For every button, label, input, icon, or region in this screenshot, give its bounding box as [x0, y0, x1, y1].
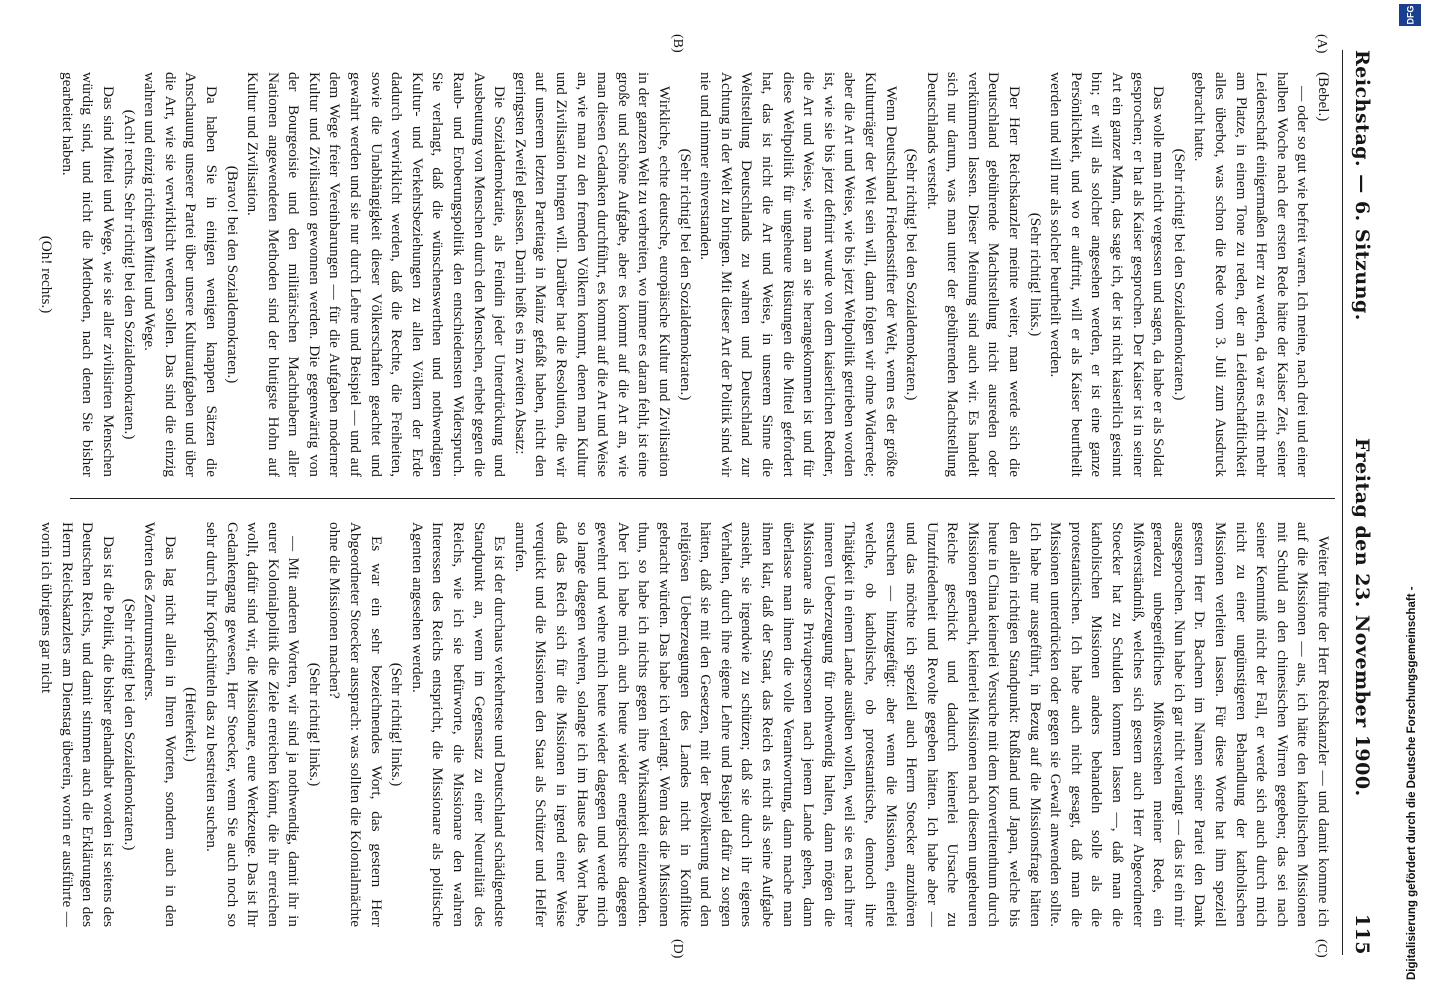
left-interjection: (Sehr richtig! bei den Sozialdemokraten.)	[903, 148, 921, 401]
left-paragraph: Da haben Sie in einigen wenigen knappen Sätzen die Anschauung unserer Partei über unsere Kulturaufgaben und über die Art, wie sie verwirklicht werden sollen. Das sind die einzig wahren und einzig richtigen Mittel und Wege.	[141, 72, 220, 477]
margin-mark-c: (C)	[1314, 939, 1329, 958]
right-interjection: (Heiterkeit.)	[182, 687, 200, 762]
right-paragraph: Das lag nicht allein in Ihren Worten, sondern auch in den Worten des Zentrumsredners.	[141, 522, 179, 927]
right-interjection: (Sehr richtig! bei den Sozialdemokraten.)	[120, 598, 138, 851]
margin-mark-d: (D)	[670, 939, 685, 959]
left-interjection: (Bravo! bei den Sozialdemokraten.)	[223, 165, 241, 384]
left-paragraph: Wirkliche, echte deutsche, europäische Kultur und Zivilisation in der ganzen Welt zu verbreiten, wo immer es daran fehlt, ist eine große und schöne Aufgabe, aber es kommt auf die Art an, wie man diesen Gedanken durchführt, es kommt auf die Art und Weise an, wie man zu den fremden Völkern kommt, denen man Kultur und Zivilisation bringen will. Darüber hat die Resolution, die wir auf unserem letzten Parteitage in Mainz gefaßt haben, nicht den geringsten Zweifel gelassen. Darin heißt es im zweiten Absatz:	[511, 72, 673, 477]
left-paragraph: Wenn Deutschland Friedensstifter der Welt, wenn es der größte Kulturträger der Welt sein will, dann folgen wir ohne Widerrede; aber die Art und Weise, wie bis jetzt Weltpolitik getrieben worden ist, wie sie bis jetzt definirt wurde von dem kaiserlichen Redner, die Art und Weise, wie man an sie herangekommen ist und für diese Weltpolitik für ungeheure Rüstungen die Mittel gefordert hat, das ist nicht die Art und Weise, in unserem Sinne die Weltstellung Deutschlands zu wahren und Deutschland zur Achtung in der Welt zu bringen. Mit dieser Art der Politik sind wir nie und nimmer einverstanden.	[697, 72, 900, 477]
left-paragraph: — oder so gut wie befreit waren. Ich meine, nach drei und einer halben Woche nach der ersten Rede hätte der Kaiser Zeit, seiner Leidenschaft einigermaßen Herr zu werden, da war es nicht mehr am Platze, in einem Tone zu reden, der an Leidenschaftlichkeit alles überbot, was schon die Rede vom 3. Juli zum Ausdruck gebracht hatte.	[1191, 72, 1312, 477]
left-interjection: (Sehr richtig! bei den Sozialdemokraten.)	[676, 148, 694, 401]
header-left: Reichstag. — 6. Sitzung.	[1351, 50, 1373, 321]
column-divider	[70, 498, 1335, 499]
credit-text: Digitalisierung gefördert durch die Deutsche Forschungsgemeinschaft -	[1406, 586, 1418, 980]
left-paragraph: Das wolle man nicht vergessen und sagen, da habe er als Soldat gesprochen; er hat als Kaiser gesprochen. Der Kaiser ist in seiner Art ein ganzer Mann, das sage ich, der ist nicht kaiserlich gesinnt bin; er will als solcher angesehen werden, er ist eine ganze Persönlichkeit, und wo er auftritt, will er als Kaiser beurtheilt werden und will nur als solcher beurtheilt werden.	[1047, 72, 1168, 477]
right-paragraph: — Mit anderen Worten, wir sind ja nothwendig, damit ihr in eurer Kolonialpolitik die Ziele erreichen könnt, die ihr erreichen wollt, dafür sind wir, die Missionare, eure Werkzeuge. Das ist Ihr Gedankengang gewesen, Herr Stoecker, wenn Sie auch noch so sehr durch Ihr Kopfschütteln das zu bestreiten suchen.	[202, 522, 303, 927]
running-header	[1345, 50, 1379, 955]
left-column	[38, 72, 1333, 477]
left-paragraph: Die Sozialdemokratie, als Feindin jeder Unterdrückung und Ausbeutung von Menschen durch den Menschen, erhebt gegen die Raub- und Eroberungspolitik den entschiedensten Widerspruch. Sie verlangt, daß die wünschenswerthen und nothwendigen Kultur- und Verkehrsbeziehungen zu allen Völkern der Erde dadurch verwirklicht werden, daß die Rechte, die Freiheiten, sowie die Unabhängigkeit dieser Völkerschaften geachtet und gewahrt werden und sie nur durch Lehre und Beispiel — und auf dem Wege freier Vereinbarungen — für die Aufgaben moderner Kultur und Zivilisation gewonnen werden. Die gegenwärtig von der Bourgeoisie und den militärischen Machthabern aller Nationen angewendeten Methoden sind der blutigste Hohn auf Kultur und Zivilisation.	[244, 72, 509, 477]
document-scan	[40, 30, 1385, 975]
left-interjection: (Sehr richtig! bei den Sozialdemokraten.)	[1170, 148, 1188, 401]
left-speaker-label: (Bebel.)	[1315, 72, 1332, 122]
margin-mark-a: (A)	[1314, 34, 1329, 54]
left-paragraph: Das sind Mittel und Wege, wie sie aller zivilisirten Menschen würdig sind, und nicht die Methoden, nach denen Sie bisher gearbeitet haben.	[58, 72, 117, 477]
right-paragraph: Es ist der durchaus verkehrteste und Deutschland schädigendste Standpunkt an, wenn im Gegensatz zu einer Neutralität des Reichs, wie ich sie befürworte, die Missionare den wahren Interessen des Reichs entspricht, die Missionare als politische Agenten angesehen werden.	[408, 522, 509, 927]
right-paragraph: Es war ein sehr bezeichnendes Wort, das gestern Herr Abgeordneter Stoecker aussprach: was sollten die Kolonialmächte ohne die Missionen machen?	[326, 522, 385, 927]
right-paragraph: Das ist die Politik, die bisher gehandhabt worden ist seitens des Deutschen Reichs, und damit stimmen auch die Erklärungen des Herrn Reichskanzlers am Dienstag überein, worin er ausführte — worin ich übrigens gar nicht	[38, 522, 117, 927]
header-rule	[1342, 50, 1343, 955]
left-interjection: (Sehr richtig! links.)	[1026, 212, 1044, 337]
header-date: Freitag den 23. November 1900.	[1351, 438, 1373, 797]
page-number: 115	[1351, 913, 1373, 955]
left-interjection: (Oh! rechts.)	[38, 235, 56, 314]
right-interjection: (Sehr richtig! links.)	[388, 662, 406, 787]
right-paragraph: Weiter führte der Herr Reichskanzler — und damit komme ich auf die Missionen — aus, ich hätte den katholischen Missionen mit Schuld an den chinesischen Wirren gegeben; das sei nach seiner Kenntniß nicht der Fall, er werde sich auch durch mich nicht zu einer ungünstigeren Behandlung der katholischen Missionen verleiten lassen. Für diese Worte hat ihm speziell gestern Herr Dr. Bachem im Namen seiner Partei den Dank ausgesprochen. Nun habe ich gar nicht verlangt — das ist ein mir geradezu unbegreifliches Mißverstehen meiner Rede, ein Mißverständniß, welches sich gestern auch Herr Abgeordneter Stoecker hat zu Schulden kommen lassen —, daß man die katholischen Missionen anders behandeln solle als die protestantischen. Ich habe auch nicht gesagt, daß man die Missionen unterdrücken oder gegen sie Gewalt anwenden sollte. Ich habe nur ausgeführt, in Bezug auf die Missionsfrage hätten den allein richtigen Standpunkt: Rußland und Japan, welche bis heute in China keinerlei Versuche mit dem Konvertitenthum durch Missionen gemacht, keinerlei Missionen nach diesem ungeheuren Reiche geschickt und dadurch keinerlei Ursache zu Unzufriedenheit und Revolte gegeben hätten. Ich habe aber — und das möchte ich speziell auch Herrn Stoecker anzuhören ersuchen — hinzugefügt: aber wenn die Missionen, einerlei welche, ob katholische, ob protestantische, dennoch ihre Thätigkeit in einem Lande ausüben wollen, weil sie es nach ihrer inneren Ueberzeugung für nothwendig halten, dann mögen die Missionare als Privatpersonen nach jenem Lande gehen, dann überlasse man ihnen die volle Verantwortung, dann mache man ihnen klar, daß der Staat, das Reich es nicht als seine Aufgabe ansieht, sie irgendwie zu schützen; daß sie durch ihr eigenes Verhalten, durch ihre eigene Lehre und Beispiel dafür zu sorgen hätten, daß sie mit den Gesetzen, mit der Bevölkerung und den religiösen Ueberzeugungen des Landes nicht in Konflikte gebracht würden. Das habe ich verlangt. Wenn das die Missionen thun, so habe ich nichts gegen ihre Wirksamkeit einzuwenden. Aber ich habe mich auch heute wieder energischste dagegen gewehrt und wehre mich heute wieder dagegen und werde mich so lange dagegen wehren, solange ich im Hause das Wort habe, daß das Reich sich für die Missionen in irgend einer Weise verquickt und die Missionen den Staat als Schützer und Helfer anrufen.	[511, 522, 1332, 927]
left-interjection: (Ach! rechts. Sehr richtig! bei den Sozialdemokraten.)	[120, 109, 138, 440]
margin-mark-b: (B)	[670, 34, 685, 53]
dfg-logo: DFG	[1399, 4, 1421, 26]
left-paragraph: Der Herr Reichskanzler meinte weiter, man werde sich die Deutschland gebührende Machtstellung nicht ausreden oder verkümmern lassen. Dieser Meinung sind auch wir. Es handelt sich nur darum, was man unter der gebührenden Machtstellung Deutschlands versteht.	[923, 72, 1024, 477]
document-page	[40, 30, 1385, 975]
digitization-credit	[1390, 0, 1434, 1000]
right-column	[38, 522, 1333, 927]
right-interjection: (Sehr richtig! links.)	[305, 662, 323, 787]
